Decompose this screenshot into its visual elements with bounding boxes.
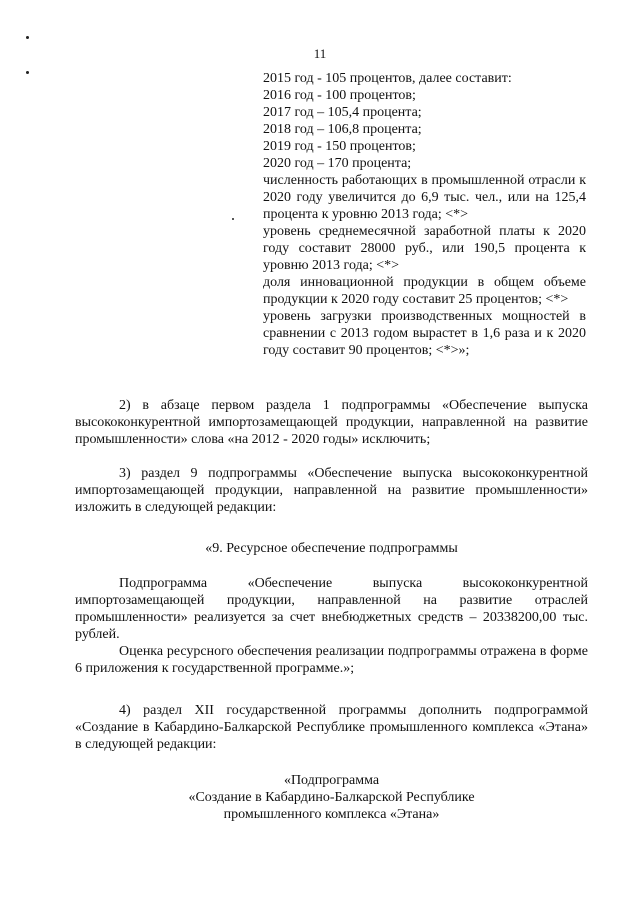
- item-4: [75, 702, 588, 753]
- scan-speck: [232, 218, 234, 220]
- indicator-paragraph: уровень среднемесячной заработной платы к 2020 году составит 28000 руб., или 190,5 процента к уровню 2013 года; <*>: [263, 224, 586, 273]
- indicator-paragraph: численность работающих в промышленной отрасли к 2020 году увеличится до 6,9 тыс. чел., или на 125,4 процента к уровню 2013 года; <*>: [263, 173, 586, 222]
- subprogram-heading: [75, 772, 588, 823]
- subprogram-heading-line-1: «Подпрограмма: [283, 773, 380, 788]
- subprogram-heading-line-2: «Создание в Кабардино-Балкарской Республике: [188, 790, 475, 805]
- indicator-line: 2019 год - 150 процентов;: [263, 139, 416, 154]
- item-2-text: 2) в абзаце первом раздела 1 подпрограммы «Обеспечение выпуска высококонкурентной импортозамещающей продукции, направленной на развитие промышленности» слова «на 2012 - 2020 годы» исключить;: [75, 398, 588, 447]
- section-9-title: «9. Ресурсное обеспечение подпрограммы: [205, 541, 458, 556]
- indicator-line: 2015 год - 105 процентов, далее составит:: [263, 71, 512, 86]
- indicator-paragraph: доля инновационной продукции в общем объеме продукции к 2020 году составит 25 процентов; <*>: [263, 275, 586, 307]
- section-9-heading: [75, 540, 588, 557]
- item-3: [75, 465, 588, 516]
- item-4-text: 4) раздел XII государственной программы дополнить подпрограммой «Создание в Кабардино-Балкарской Республике промышленного комплекса «Этана» в следующей редакции:: [75, 703, 588, 752]
- indicator-line: 2020 год – 170 процента;: [263, 156, 412, 171]
- scan-speck: [26, 71, 29, 74]
- item-2: [75, 397, 588, 448]
- indicator-line: 2017 год – 105,4 процента;: [263, 105, 422, 120]
- subprogram-heading-line-3: промышленного комплекса «Этана»: [223, 807, 440, 822]
- indicator-list: [263, 70, 586, 359]
- item-3-text: 3) раздел 9 подпрограммы «Обеспечение выпуска высококонкурентной импортозамещающей продукции, направленной на развитие промышленности» изложить в следующей редакции:: [75, 466, 588, 515]
- section-9-paragraph-1: Подпрограмма «Обеспечение выпуска высококонкурентной импортозамещающей продукции, направленной на развитие отраслей промышленности» реализуется за счет внебюджетных средств – 20338200,00 тыс. рублей.: [75, 576, 588, 642]
- section-9-body: [75, 575, 588, 677]
- page-number: 11: [313, 46, 327, 61]
- scan-speck: [26, 36, 29, 39]
- indicator-paragraph: уровень загрузки производственных мощностей в сравнении с 2013 годом вырастет в 1,6 раза и к 2020 году составит 90 процентов; <*>»;: [263, 309, 586, 358]
- indicator-line: 2018 год – 106,8 процента;: [263, 122, 422, 137]
- section-9-paragraph-2: Оценка ресурсного обеспечения реализации подпрограммы отражена в форме 6 приложения к государственной программе.»;: [75, 644, 588, 676]
- indicator-line: 2016 год - 100 процентов;: [263, 88, 416, 103]
